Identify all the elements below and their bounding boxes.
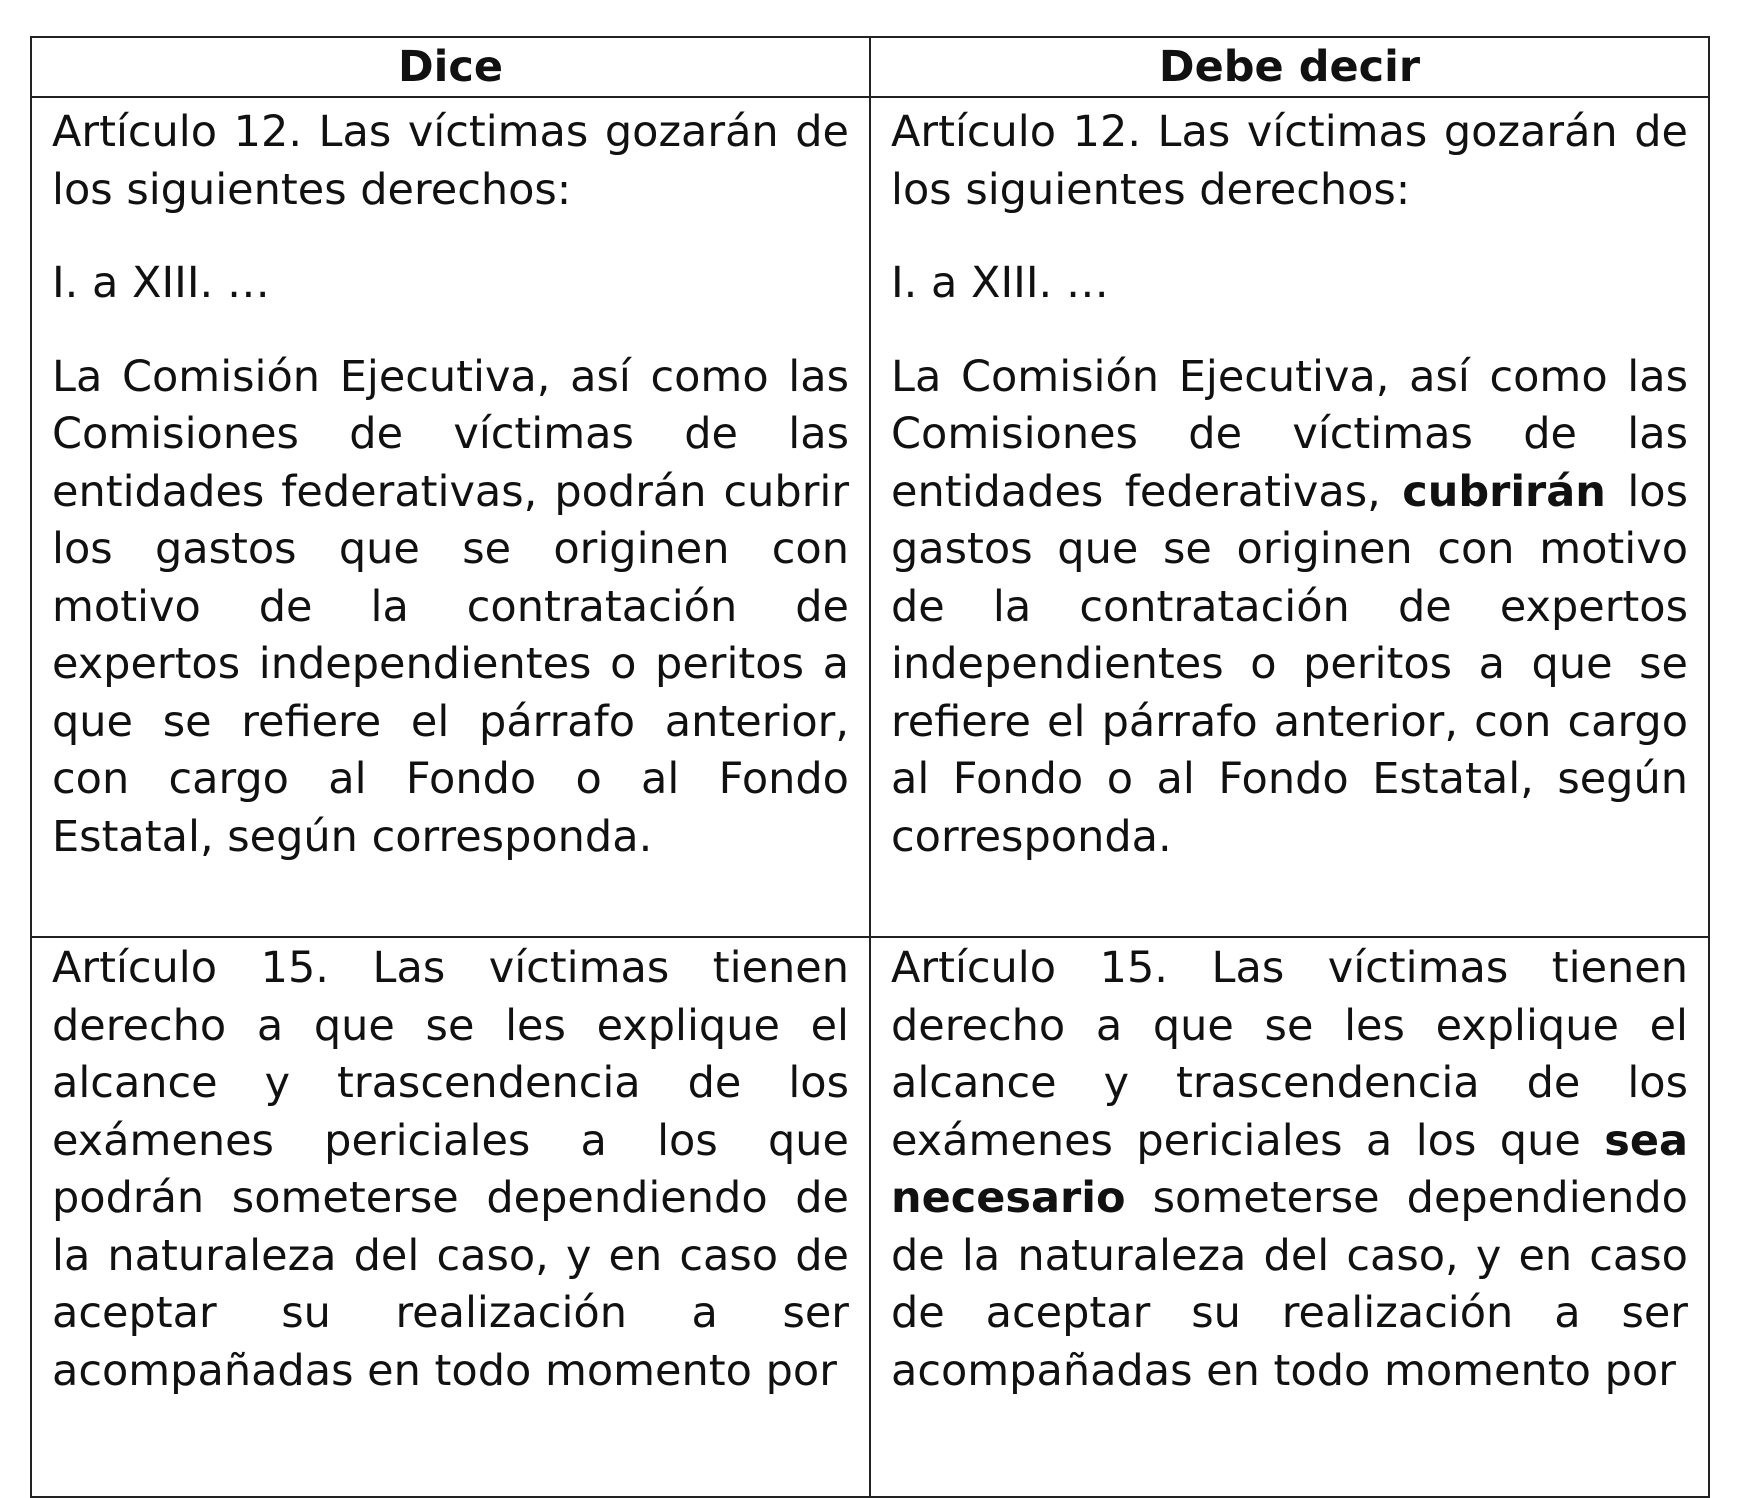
article-12-paragraph: La Comisión Ejecutiva, así como las Comisiones de víctimas de las entidades federativas, podrán cubrir los gastos que se originen con motivo de la contratación de expertos independientes o peritos a que se refiere el párrafo anterior, con cargo al Fondo o al Fondo Estatal, según corresponda. [52,351,849,862]
paragraph-text-after: los gastos que se originen con motivo de la contratación de expertos independientes o peritos a que se refiere el párrafo anterior, con cargo al Fondo o al Fondo Estatal, según corresponda. [891,466,1688,862]
highlighted-change-cubriran: cubrirán [1402,466,1606,517]
article-12-fractions: I. a XIII. … [52,258,270,308]
article-15-text-before: Artículo 15. Las víctimas tienen derecho a que se les explique el alcance y trascendencia de los exámenes periciales a los que [891,943,1688,1166]
table-row-article-15 [31,937,1709,1497]
article-12-fractions-revised: I. a XIII. … [891,258,1109,308]
article-15-text: Artículo 15. Las víctimas tienen derecho a que se les explique el alcance y trascendencia de los exámenes periciales a los que podrán someterse dependiendo de la naturaleza del caso, y en caso de aceptar su realización a ser acompañadas en todo momento por [52,943,849,1396]
header-dice: Dice [31,37,870,97]
article-15-text-after: someterse dependiendo de la naturaleza del caso, y en caso de aceptar su realización a ser acompañadas en todo momento por [891,1173,1688,1396]
cell-debe-decir-article-15 [870,937,1709,1497]
header-row [31,37,1709,97]
cell-dice-article-12 [31,97,870,937]
article-12-intro-revised: Artículo 12. Las víctimas gozarán de los siguientes derechos: [891,107,1688,215]
cell-debe-decir-article-12 [870,97,1709,937]
comparison-table [30,36,1710,1498]
table-row-article-12 [31,97,1709,937]
article-12-paragraph-revised [891,349,1688,867]
article-12-intro: Artículo 12. Las víctimas gozarán de los siguientes derechos: [52,107,849,215]
cell-dice-article-15 [31,937,870,1497]
article-15-text-revised [891,940,1688,1400]
header-debe-decir: Debe decir [870,37,1709,97]
paragraph-text-before: La Comisión Ejecutiva, así como las Comisiones de víctimas de las entidades federativas, [891,351,1688,517]
highlighted-change-sea-necesario: sea necesario [891,1115,1688,1223]
